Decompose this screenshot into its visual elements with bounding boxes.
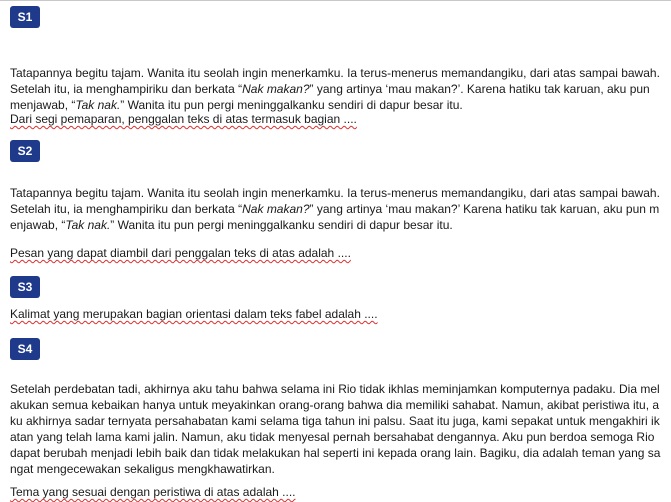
- section-badge-s4: S4: [10, 338, 40, 360]
- passage-s4: Setelah perdebatan tadi, akhirnya aku tahu bahwa selama ini Rio tidak ikhlas meminjamkan komputernya padaku. Dia mel akukan semua kebaikan hanya untuk meyakinkan orang-orang bahwa dia memiliki sahabat. Namun, akibat peristiwa itu, a ku akhirnya sadar ternyata persahabatan kami selama tiga tahun ini palsu. Saat itu juga, kami sepakat untuk mengakhiri ik atan yang telah lama kami jalin. Namun, aku tidak menyesal pernah bersahabat dengannya. Aku pun berdoa semoga Rio dapat berubah menjadi lebih baik dan tidak melakukan hal seperti ini kepada orang lain. Bagiku, dia adalah teman yang sa ngat mengecewakan sekaligus mengkhawatirkan.: [10, 382, 661, 476]
- section-badge-s3: S3: [10, 276, 40, 298]
- passage-s2: Tatapannya begitu tajam. Wanita itu seolah ingin menerkamku. Ia terus-menerus memandangiku, dari atas sampai bawah. Setelah itu, ia menghampiriku dan berkata “Nak makan?” yang artinya ‘mau makan?’ Karena hatiku tak karuan, aku pun m enjawab, “Tak nak.” Wanita itu pun pergi meninggalkanku sendiri di dapur besar itu.: [10, 186, 660, 232]
- question-s1: Dari segi pemaparan, penggalan teks di atas termasuk bagian ....: [10, 112, 357, 126]
- passage-s1: Tatapannya begitu tajam. Wanita itu seolah ingin menerkamku. Ia terus-menerus memandangiku, dari atas sampai bawah. Setelah itu, ia menghampiriku dan berkata “Nak makan?” yang artinya ‘mau makan?’. Karena hatiku tak karuan, aku pun menjawab, “Tak nak.” Wanita itu pun pergi meninggalkanku sendiri di dapur besar itu.: [10, 66, 660, 112]
- section-badge-s1: S1: [10, 6, 40, 28]
- question-s2: Pesan yang dapat diambil dari penggalan teks di atas adalah ....: [10, 246, 351, 260]
- section-badge-s2: S2: [10, 140, 40, 162]
- question-s4: Tema yang sesuai dengan peristiwa di atas adalah ....: [10, 485, 296, 499]
- top-border: [0, 0, 671, 1]
- question-s3: Kalimat yang merupakan bagian orientasi dalam teks fabel adalah ....: [10, 307, 378, 321]
